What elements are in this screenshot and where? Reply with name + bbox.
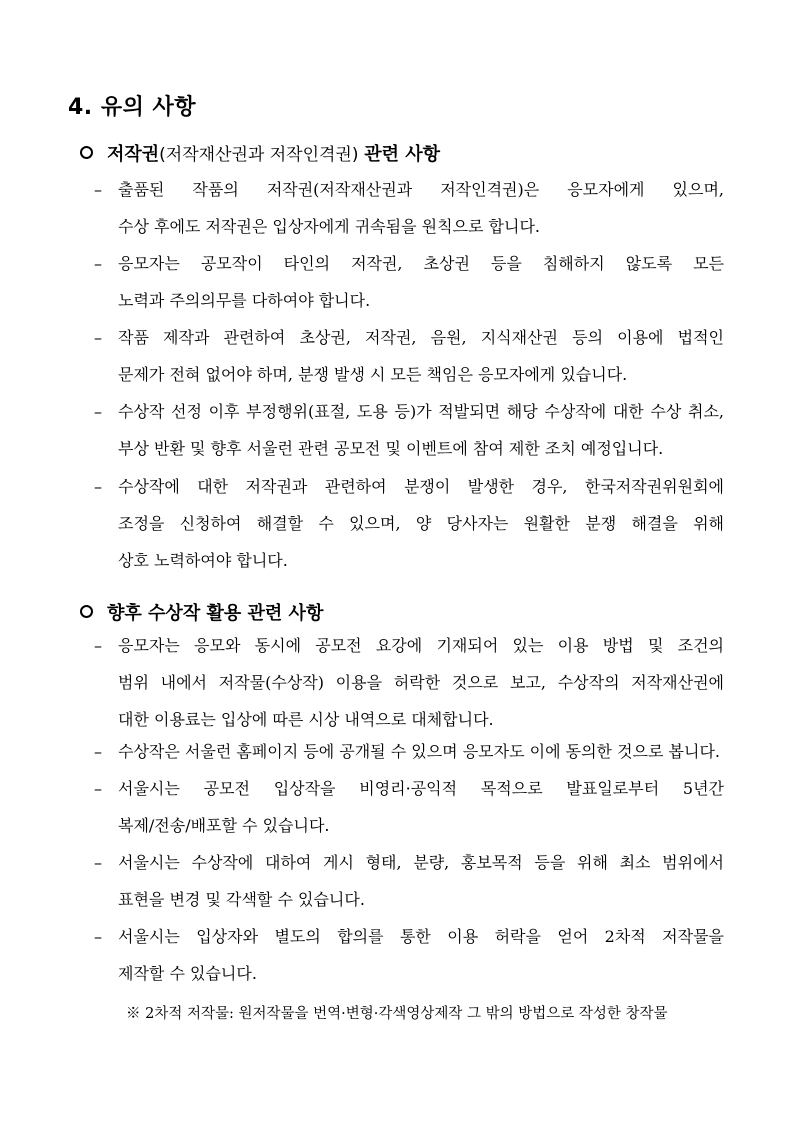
dash-bullet: –	[94, 328, 102, 347]
list-item-line: 작품 제작과 관련하여 초상권, 저작권, 음원, 지식재산권 등의 이용에 법적인	[118, 328, 724, 347]
circle-bullet-icon	[80, 146, 93, 159]
dash-bullet: –	[94, 180, 102, 199]
subsection-title-rest: 관련 사항	[364, 144, 441, 165]
dash-bullet: –	[94, 742, 102, 761]
list-item-line: 문제가 전혀 없어야 하며, 분쟁 발생 시 모든 책임은 응모자에게 있습니다.	[118, 365, 628, 384]
list-item-line: 대한 이용료는 입상에 따른 시상 내역으로 대체합니다.	[118, 710, 494, 729]
list-item-line: 수상 후에도 저작권은 입상자에게 귀속됨을 원칙으로 합니다.	[118, 217, 541, 236]
dash-bullet: –	[94, 779, 102, 798]
footnote: ※ 2차적 저작물: 원저작물을 번역·변형·각색영상제작 그 밖의 방법으로 작성한 창작물	[126, 1006, 668, 1022]
subsection-title-copyright	[80, 140, 440, 166]
dash-bullet: –	[94, 853, 102, 872]
list-item-line: 상호 노력하여야 합니다.	[118, 551, 288, 570]
list-item-line: 서울시는 입상자와 별도의 합의를 통한 이용 허락을 얻어 2차적 저작물을	[118, 927, 724, 946]
dash-bullet: –	[94, 402, 102, 421]
subsection-title-text: 향후 수상작 활용 관련 사항	[107, 603, 324, 624]
list-item-line: 응모자는 공모작이 타인의 저작권, 초상권 등을 침해하지 않도록 모든	[118, 254, 724, 273]
list-item-line: 범위 내에서 저작물(수상작) 이용을 허락한 것으로 보고, 수상작의 저작재산권에	[118, 673, 724, 692]
list-item-line: 복제/전송/배포할 수 있습니다.	[118, 816, 330, 835]
list-item-line: 서울시는 공모전 입상작을 비영리·공익적 목적으로 발표일로부터 5년간	[118, 779, 724, 798]
subsection-title-bold: 저작권	[107, 144, 160, 165]
list-item-line: 표현을 변경 및 각색할 수 있습니다.	[118, 890, 365, 909]
subsection-title-paren: (저작재산권과 저작인격권)	[159, 145, 359, 165]
dash-bullet: –	[94, 477, 102, 496]
list-item-line: 수상작은 서울런 홈페이지 등에 공개될 수 있으며 응모자도 이에 동의한 것으로 봅니다.	[118, 742, 720, 761]
list-item-line: 응모자는 응모와 동시에 공모전 요강에 기재되어 있는 이용 방법 및 조건의	[118, 636, 724, 655]
list-item-line: 노력과 주의의무를 다하여야 합니다.	[118, 291, 371, 310]
circle-bullet-icon	[80, 605, 93, 618]
list-item-line: 수상작에 대한 저작권과 관련하여 분쟁이 발생한 경우, 한국저작권위원회에	[118, 477, 724, 496]
dash-bullet: –	[94, 636, 102, 655]
section-heading: 4. 유의 사항	[68, 95, 196, 120]
dash-bullet: –	[94, 254, 102, 273]
list-item-line: 제작할 수 있습니다.	[118, 964, 257, 983]
list-item-line: 출품된 작품의 저작권(저작재산권과 저작인격권)은 응모자에게 있으며,	[118, 180, 724, 199]
subsection-title-usage	[80, 599, 323, 625]
list-item-line: 수상작 선정 이후 부정행위(표절, 도용 등)가 적발되면 해당 수상작에 대한 수상 취소,	[118, 402, 724, 421]
list-item-line: 부상 반환 및 향후 서울런 관련 공모전 및 이벤트에 참여 제한 조치 예정입니다.	[118, 439, 664, 458]
list-item-line: 조정을 신청하여 해결할 수 있으며, 양 당사자는 원활한 분쟁 해결을 위해	[118, 514, 724, 533]
list-item-line: 서울시는 수상작에 대하여 게시 형태, 분량, 홍보목적 등을 위해 최소 범위에서	[118, 853, 724, 872]
dash-bullet: –	[94, 927, 102, 946]
